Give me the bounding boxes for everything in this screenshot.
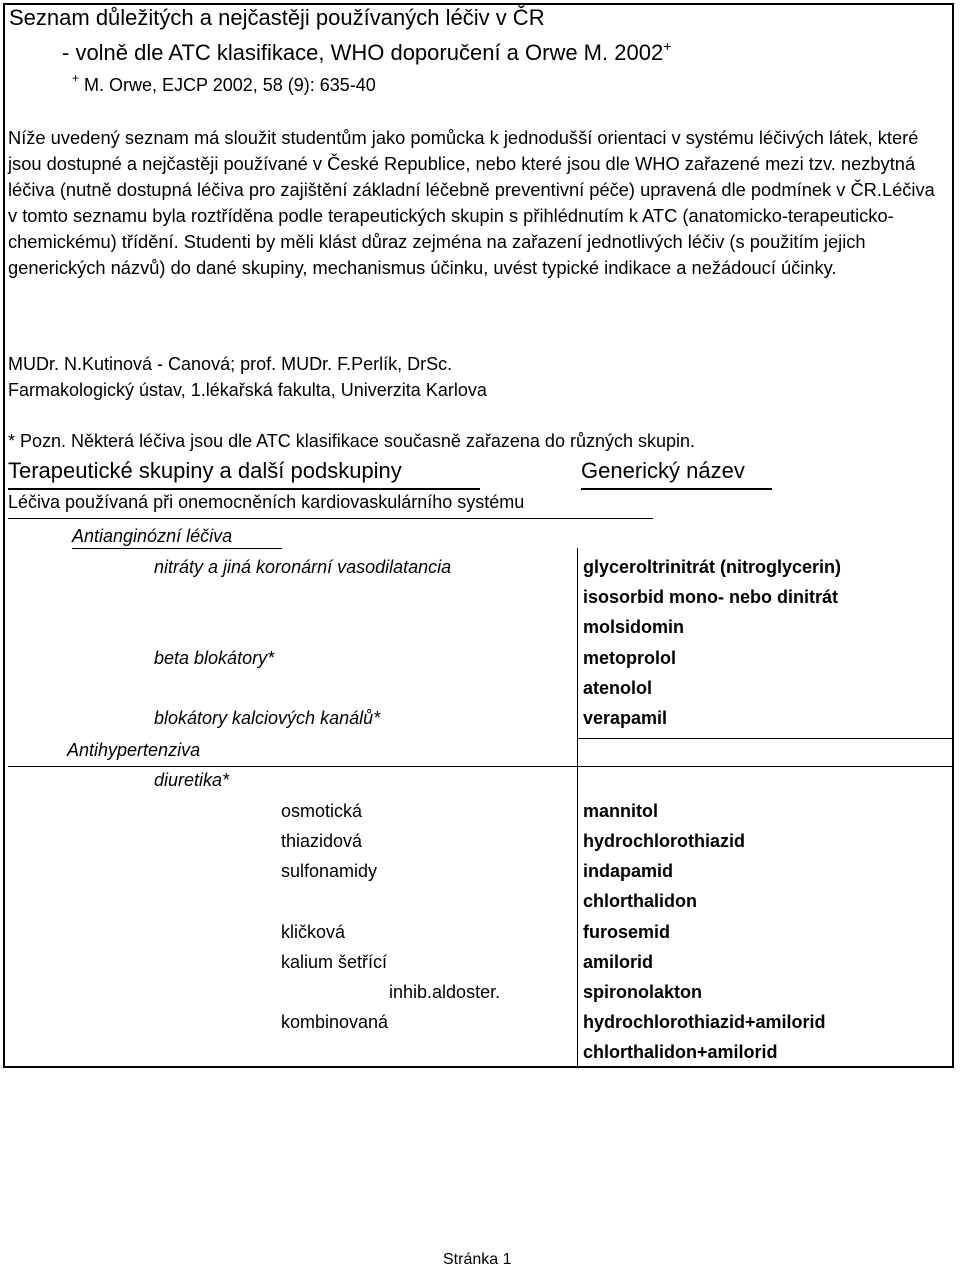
header-generic-name: Generický název	[581, 458, 745, 483]
subgroup-thiazide: thiazidová	[281, 831, 363, 851]
reference: + M. Orwe, EJCP 2002, 58 (9): 635-40	[72, 71, 376, 95]
row-separator	[577, 738, 954, 739]
group-nitrates: nitráty a jiná koronární vasodilatancia	[154, 557, 452, 577]
drug-name: isosorbid mono- nebo dinitrát	[583, 587, 838, 607]
category-label: Léčiva používaná při onemocněních kardiovaskulárního systému	[8, 492, 525, 512]
group-rule	[72, 548, 282, 549]
group-antihypertensive: Antihypertenziva	[67, 740, 201, 760]
drug-name: spironolakton	[583, 982, 703, 1002]
drug-name: hydrochlorothiazid+amilorid	[583, 1012, 826, 1032]
subgroup-aldosterone: inhib.aldoster.	[389, 982, 501, 1002]
subgroup-combined: kombinovaná	[281, 1012, 389, 1032]
subgroup-sulfonamide: sulfonamidy	[281, 861, 378, 881]
column-divider	[577, 548, 578, 1067]
institute: Farmakologický ústav, 1.lékařská fakulta, Univerzita Karlova	[8, 380, 487, 400]
drug-name: metoprolol	[583, 648, 676, 668]
group-antianginal: Antianginózní léčiva	[72, 526, 233, 546]
category-rule	[8, 518, 653, 519]
subtitle-footnote-mark: +	[663, 38, 672, 54]
drug-name: hydrochlorothiazid	[583, 831, 745, 851]
drug-name: amilorid	[583, 952, 654, 972]
drug-name: chlorthalidon	[583, 891, 697, 911]
page-subtitle: - volně dle ATC klasifikace, WHO doporučení a Orwe M. 2002+	[62, 38, 672, 65]
header-rule-left	[8, 488, 480, 490]
drug-name: molsidomin	[583, 617, 685, 637]
reference-footnote-mark: +	[72, 71, 80, 85]
subgroup-osmotic: osmotická	[281, 801, 363, 821]
group-calcium: blokátory kalciových kanálů*	[154, 708, 381, 728]
drug-name: indapamid	[583, 861, 674, 881]
header-groups: Terapeutické skupiny a další podskupiny	[8, 458, 402, 483]
drug-name: chlorthalidon+amilorid	[583, 1042, 778, 1062]
page-title: Seznam důležitých a nejčastěji používaných léčiv v ČR	[9, 5, 545, 30]
subgroup-loop: kličková	[281, 922, 346, 942]
header-rule-right	[581, 488, 772, 490]
drug-name: mannitol	[583, 801, 658, 821]
authors: MUDr. N.Kutinová - Canová; prof. MUDr. F.Perlík, DrSc.	[8, 354, 453, 374]
note: * Pozn. Některá léčiva jsou dle ATC klasifikace současně zařazena do různých skupin.	[8, 431, 696, 451]
group-diuretics: diuretika*	[154, 770, 230, 790]
row-separator	[8, 766, 954, 767]
drug-name: verapamil	[583, 708, 668, 728]
drug-name: glyceroltrinitrát (nitroglycerin)	[583, 557, 842, 577]
page-number: Stránka 1	[443, 1251, 512, 1268]
subgroup-potassium: kalium šetřící	[281, 952, 388, 972]
group-beta: beta blokátory*	[154, 648, 275, 668]
drug-name: furosemid	[583, 922, 671, 942]
drug-name: atenolol	[583, 678, 653, 698]
intro-paragraph: Níže uvedený seznam má sloužit studentům jako pomůcka k jednodušší orientaci v systému léčivých látek, které jsou dostupné a nejčastěji používané v České Republice, nebo které jsou dle WHO zařazené mezi tzv. nezbytná léčiva (nutně dostupná léčiva pro zajištění základní léčebně preventivní péče) upravená dle podmínek v ČR.Léčiva v tomto seznamu byla roztříděna podle terapeutických skupin s přihlédnutím k ATC (anatomicko-terapeuticko-chemickému) třídění. Studenti by měli klást důraz zejména na zařazení jednotlivých léčiv (s použitím jejich generických názvů) do dané skupiny, mechanismus účinku, uvést typické indikace a nežádoucí účinky.	[8, 127, 935, 278]
